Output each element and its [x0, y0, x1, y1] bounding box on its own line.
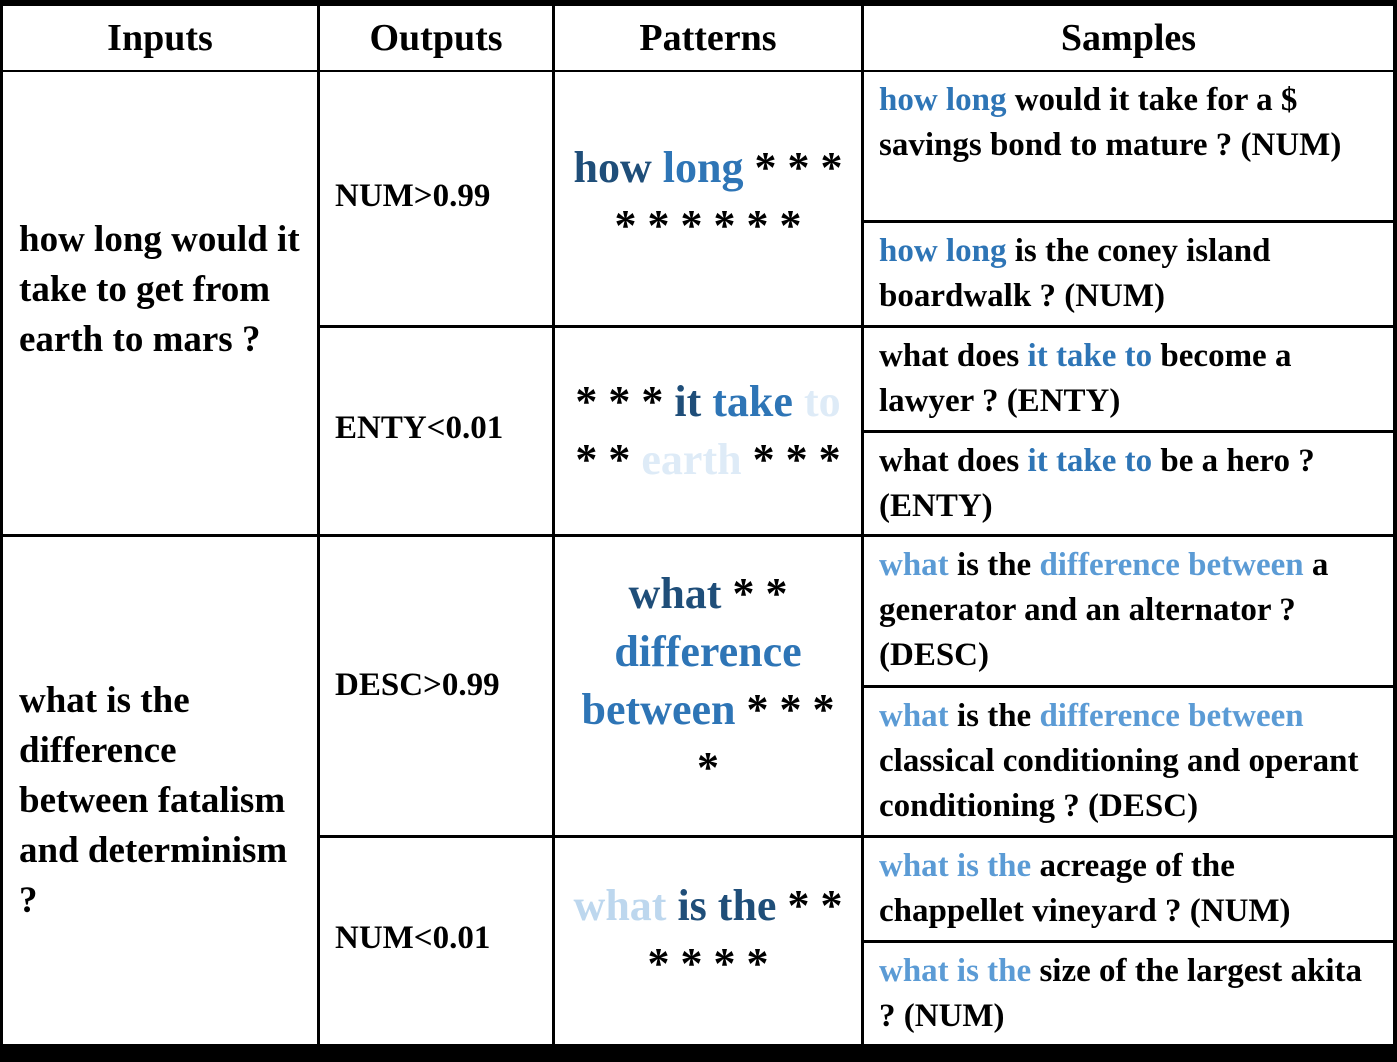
output-cell-1-1	[320, 72, 552, 325]
header-samples-label: Samples	[1060, 17, 1197, 59]
pattern-token: difference	[614, 627, 802, 676]
sample-highlight: what	[879, 698, 949, 734]
pattern-text	[569, 565, 847, 797]
sample-text: acreage of the chappellet vineyard ? (NUM)	[879, 848, 1291, 929]
sample-text: a generator and an alternator ? (DESC)	[879, 547, 1329, 673]
sample-text: is the	[948, 698, 1040, 734]
sample-text: is the	[948, 547, 1040, 583]
pattern-token: to	[803, 377, 841, 426]
header-patterns-label: Patterns	[639, 17, 777, 59]
pattern-token: is the	[677, 881, 777, 930]
pattern-cell-1-1	[555, 72, 861, 325]
header-inputs	[3, 6, 317, 70]
sample-text: size of the largest akita ? (NUM)	[879, 953, 1363, 1034]
sample-text: what does	[879, 443, 1028, 479]
header-samples	[864, 6, 1393, 70]
output-label: NUM>0.99	[335, 178, 491, 214]
output-label: ENTY<0.01	[335, 410, 504, 446]
sample-text: is the coney island boardwalk ? (NUM)	[879, 233, 1271, 314]
output-label: NUM<0.01	[335, 920, 491, 956]
sample-highlight: difference between	[1039, 698, 1304, 734]
sample-highlight: what is the	[879, 953, 1032, 989]
pattern-token: * *	[575, 435, 631, 484]
sample-cell	[864, 838, 1393, 940]
pattern-token: * *	[732, 569, 788, 618]
pattern-token: between	[581, 685, 736, 734]
pattern-cell-1-2	[555, 328, 861, 534]
sample-cell	[864, 433, 1393, 534]
sample-cell	[864, 72, 1393, 220]
sample-text: would it take for a $ savings bond to mature ? (NUM)	[879, 82, 1342, 163]
pattern-text	[569, 373, 847, 489]
pattern-text	[569, 139, 847, 255]
pattern-token: take	[712, 377, 793, 426]
sample-text: be a hero ? (ENTY)	[879, 443, 1315, 524]
sample-text: become a lawyer ? (ENTY)	[879, 338, 1292, 419]
sample-highlight: what	[879, 547, 949, 583]
sample-cell	[864, 688, 1393, 835]
input-cell-1	[3, 72, 317, 534]
sample-highlight: how long	[879, 82, 1007, 118]
pattern-token: * * * *	[697, 685, 835, 792]
pattern-token: long	[662, 142, 744, 192]
sample-text: classical conditioning and operant conditioning ? (DESC)	[879, 743, 1359, 824]
sample-highlight: how long	[879, 233, 1007, 269]
output-label: DESC>0.99	[335, 667, 500, 703]
pattern-token: what	[573, 881, 667, 930]
pattern-token: how	[573, 142, 652, 192]
pattern-cell-2-1	[555, 537, 861, 835]
output-cell-1-2	[320, 328, 552, 534]
header-patterns	[555, 6, 861, 70]
pattern-token: * * * * * * * * *	[614, 142, 843, 250]
pattern-text	[569, 877, 847, 993]
pattern-token: earth	[641, 435, 742, 484]
pattern-token: what	[628, 569, 722, 618]
pattern-token: it	[674, 377, 702, 426]
output-cell-2-1	[320, 537, 552, 835]
sample-text: what does	[879, 338, 1028, 374]
output-cell-2-2	[320, 838, 552, 1044]
sample-cell	[864, 328, 1393, 430]
header-outputs-label: Outputs	[369, 17, 503, 59]
input-cell-2	[3, 537, 317, 1044]
sample-highlight: what is the	[879, 848, 1032, 884]
sample-cell	[864, 943, 1393, 1044]
input-text: how long would it take to get from earth to mars ?	[19, 219, 300, 360]
sample-highlight: it take to	[1027, 338, 1153, 374]
pattern-token: * * *	[752, 435, 841, 484]
header-outputs	[320, 6, 552, 70]
input-text: what is the difference between fatalism and determinism ?	[19, 679, 288, 921]
sample-cell	[864, 223, 1393, 325]
sample-cell	[864, 537, 1393, 685]
sample-highlight: difference between	[1039, 547, 1304, 583]
pattern-cell-2-2	[555, 838, 861, 1044]
pattern-token: * * * * * *	[647, 881, 843, 988]
sample-highlight: it take to	[1027, 443, 1153, 479]
header-inputs-label: Inputs	[107, 17, 213, 59]
pattern-token: * * *	[575, 377, 664, 426]
